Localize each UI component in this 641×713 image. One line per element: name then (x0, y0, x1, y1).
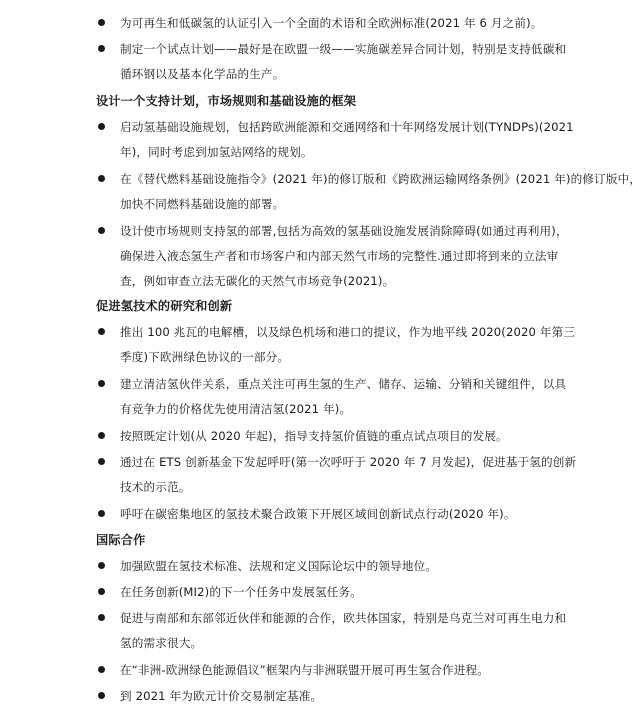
list-item-text-line: 建立清洁氢伙伴关系，重点关注可再生氢的生产、储存、运输、分销和关键组件，以具 (120, 377, 567, 391)
list-item-text-line: 制定一个试点计划——最好是在欧盟一级——实施碳差异合同计划，特别是支持低碳和 (120, 42, 567, 56)
bullet-icon (98, 175, 105, 182)
list-item-text-line: 有竞争力的价格优先使用清洁氢(2021 年)。 (120, 402, 352, 416)
bullet-icon (98, 123, 105, 130)
bullet-icon (98, 666, 105, 673)
bullet-icon (98, 328, 105, 335)
list-item-text-line: 按照既定计划(从 2020 年起)，指导支持氢价值链的重点试点项目的发展。 (120, 429, 508, 443)
list-item-text-line: 循环钢以及基本化学品的生产。 (120, 67, 285, 81)
list-item-text-line: 加快不同燃料基础设施的部署。 (120, 197, 285, 211)
bullet-icon (98, 692, 105, 699)
bullet-icon (98, 227, 105, 234)
list-item-text-line: 加强欧盟在氢技术标准、法规和定义国际论坛中的领导地位。 (120, 559, 438, 573)
list-item-text-line: 呼吁在碳密集地区的氢技术聚合政策下开展区域间创新试点行动(2020 年)。 (120, 507, 516, 521)
list-item-text-line: 在任务创新(MI2)的下一个任务中发展氢任务。 (120, 585, 362, 599)
section-heading: 国际合作 (96, 533, 146, 547)
bullet-icon (98, 614, 105, 621)
list-item-text-line: 设计使市场规则支持氢的部署,包括为高效的氢基础设施发展消除障碍(如通过再利用)， (120, 224, 568, 238)
list-item-text-line: 年)，同时考虑到加氢站网络的规划。 (120, 145, 313, 159)
section-heading: 设计一个支持计划，市场规则和基础设施的框架 (96, 94, 357, 108)
list-item-text-line: 通过在 ETS 创新基金下发起呼吁(第一次呼吁于 2020 年 7 月发起)，促进基于氢的创新 (120, 455, 577, 469)
list-item-text-line: 到 2021 年为欧元计价交易制定基准。 (120, 689, 323, 703)
bullet-icon (98, 562, 105, 569)
bullet-icon (98, 19, 105, 26)
bullet-icon (98, 380, 105, 387)
bullet-icon (98, 458, 105, 465)
list-item-text-line: 推出 100 兆瓦的电解槽，以及绿色机场和港口的提议，作为地平线 2020(2020 年第三 (120, 325, 576, 339)
bullet-icon (98, 45, 105, 52)
bullet-icon (98, 510, 105, 517)
section-heading: 促进氢技术的研究和创新 (96, 299, 233, 313)
bullet-icon (98, 432, 105, 439)
list-item-text-line: 启动氢基础设施规划，包括跨欧洲能源和交通网络和十年网络发展计划(TYNDPs)(2021 (120, 120, 574, 134)
list-item-text-line: 确保进入液态氢生产者和市场客户和内部天然气市场的完整性.通过即将到来的立法审 (120, 249, 559, 263)
list-item-text-line: 促进与南部和东部邻近伙伴和能源的合作，欧共体国家，特别是乌克兰对可再生电力和 (120, 611, 567, 625)
list-item-text-line: 在“非洲-欧洲绿色能源倡议”框架内与非洲联盟开展可再生氢合作进程。 (120, 663, 489, 677)
bullet-icon (98, 588, 105, 595)
list-item-text-line: 查，例如审查立法无碳化的天然气市场竞争(2021)。 (120, 274, 395, 288)
list-item-text-line: 季度)下欧洲绿色协议的一部分。 (120, 350, 290, 364)
list-item-text-line: 技术的示范。 (120, 480, 191, 494)
list-item-text-line: 为可再生和低碳氢的认证引入一个全面的术语和全欧洲标准(2021 年 6 月之前)。 (120, 16, 543, 30)
list-item-text-line: 在《替代燃料基础设施指令》(2021 年)的修订版和《跨欧洲运输网络条例》(2021 年)的修订版中， (120, 172, 641, 186)
list-item-text-line: 氢的需求很大。 (120, 636, 203, 650)
